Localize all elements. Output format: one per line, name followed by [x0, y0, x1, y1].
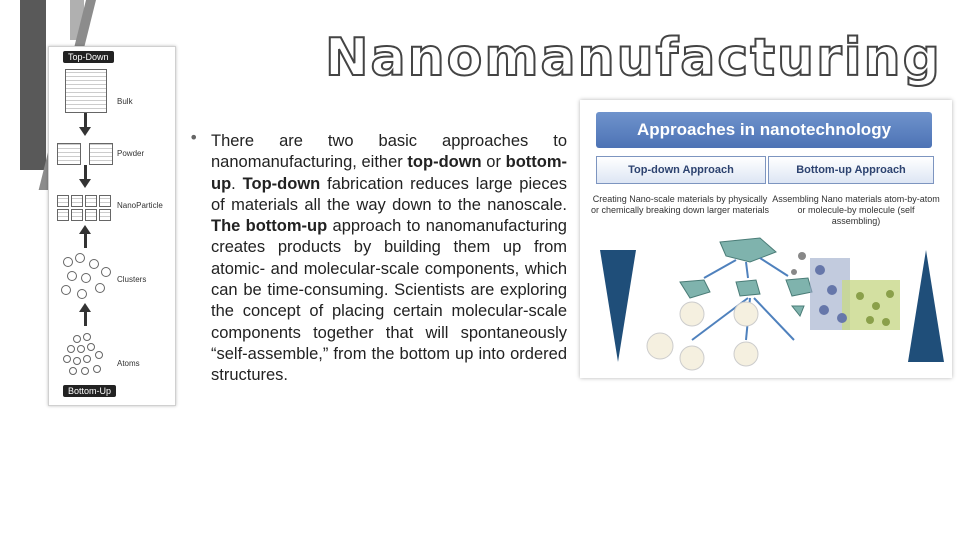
- paragraph-run: There are two basic approaches to nanomanufacturing, either: [211, 132, 567, 172]
- cluster-ball: [77, 289, 87, 299]
- bold-term: top-down: [407, 153, 482, 172]
- atom-ball: [73, 357, 81, 365]
- atom-ball: [73, 335, 81, 343]
- down-arrow-icon: [79, 127, 91, 136]
- approaches-title: Approaches in nanotechnology: [596, 112, 932, 148]
- level-label-powder: Powder: [117, 149, 145, 158]
- paragraph-run: or: [481, 153, 506, 172]
- nanoparticle-cube: [71, 195, 83, 207]
- down-arrow-icon: [79, 179, 91, 188]
- top-down-description: Creating Nano-scale materials by physically or chemically breaking down larger materials: [590, 194, 770, 215]
- cluster-ball: [89, 259, 99, 269]
- paragraph-run: fabrication reduces large pieces of materials all the way down to the nanoscale.: [211, 174, 567, 214]
- down-triangle-icon: [600, 250, 636, 362]
- cluster-ball: [75, 253, 85, 263]
- bulk-cube: [65, 69, 107, 113]
- decor-strip: [20, 0, 46, 170]
- level-label-clusters: Clusters: [117, 275, 147, 284]
- arrow-shaft: [84, 113, 87, 127]
- atom-ball: [83, 355, 91, 363]
- slide-title: Nanomanufacturing: [325, 28, 942, 88]
- atom-ball: [67, 345, 75, 353]
- atom-ball: [93, 365, 101, 373]
- approaches-diagram: [580, 100, 952, 378]
- fragment-tree: [647, 238, 812, 370]
- nanoparticle-cube: [99, 209, 111, 221]
- atom-ball: [95, 351, 103, 359]
- paragraph-run: .: [231, 174, 243, 193]
- top-down-bottom-up-diagram: [48, 46, 176, 406]
- atom-ball: [81, 367, 89, 375]
- cluster-ball: [81, 273, 91, 283]
- top-down-tag: Top-Down: [63, 51, 114, 63]
- arrow-shaft: [84, 312, 87, 326]
- bold-term: The bottom-up: [211, 217, 328, 236]
- cluster-ball: [63, 257, 73, 267]
- bottom-up-description: Assembling Nano materials atom-by-atom or molecule-by molecule (self assembling): [772, 194, 940, 226]
- up-triangle-icon: [908, 250, 944, 362]
- bold-term: Top-down: [242, 174, 321, 193]
- nanoparticle-cube: [57, 195, 69, 207]
- top-down-header: Top-down Approach: [596, 156, 766, 184]
- level-label-bulk: Bulk: [117, 97, 133, 106]
- atom-ball: [77, 345, 85, 353]
- bullet-icon: •: [189, 128, 199, 147]
- nanoparticle-cube: [71, 209, 83, 221]
- paragraph-run: approach to nanomanufacturing creates products by building them up from atomic- and molecular-scale components, which can be time-consuming. Scientists are exploring the concept of placing certain molecular-scale components together that will spontaneously “self-assemble,” from the bottom up into ordered structures.: [211, 217, 567, 385]
- nanoparticle-cube: [57, 209, 69, 221]
- cluster-ball: [101, 267, 111, 277]
- up-arrow-icon: [79, 303, 91, 312]
- nanoparticle-cube: [99, 195, 111, 207]
- approaches-illustration: [580, 100, 952, 378]
- atom-ball: [83, 333, 91, 341]
- bottom-up-tag: Bottom-Up: [63, 385, 116, 397]
- powder-cube: [89, 143, 113, 165]
- level-label-atoms: Atoms: [117, 359, 140, 368]
- bullet-paragraph: [211, 131, 567, 387]
- arrow-shaft: [84, 165, 87, 179]
- arrow-shaft: [84, 234, 87, 248]
- level-label-nanoparticle: NanoParticle: [117, 201, 163, 210]
- atom-ball: [69, 367, 77, 375]
- nanoparticle-cube: [85, 209, 97, 221]
- cluster-ball: [95, 283, 105, 293]
- powder-cube: [57, 143, 81, 165]
- bottom-up-header: Bottom-up Approach: [768, 156, 934, 184]
- bold-term: bottom-up: [211, 153, 568, 193]
- cluster-ball: [61, 285, 71, 295]
- atom-ball: [87, 343, 95, 351]
- cluster-ball: [67, 271, 77, 281]
- up-arrow-icon: [79, 225, 91, 234]
- nanoparticle-cube: [85, 195, 97, 207]
- atom-ball: [63, 355, 71, 363]
